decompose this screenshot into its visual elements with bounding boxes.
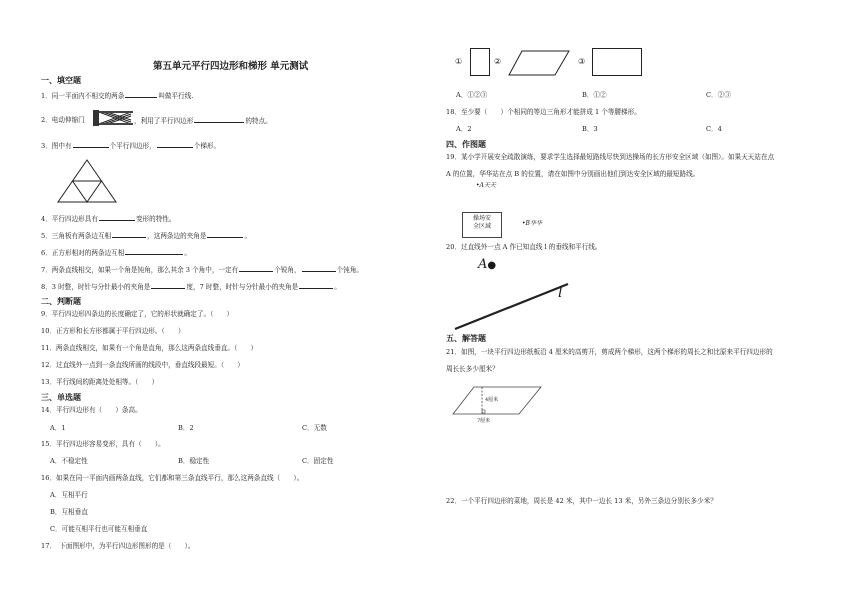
question-18: 18．至少要（ ）个相同的等边三角形才能拼成 1 个等腰梯形。: [446, 108, 641, 116]
answer-blank[interactable]: [157, 141, 193, 148]
figure-marker-1: ①: [455, 57, 463, 66]
option-15-a[interactable]: A．不稳定性: [50, 457, 88, 465]
answer-blank[interactable]: [151, 282, 185, 289]
question-17: 17． 下面图形中，为平行四边形图形的是（ ）。: [41, 542, 195, 550]
option-16-c[interactable]: C．可能互相平行也可能互相垂直: [50, 525, 148, 533]
point-b-label: •B华华: [522, 220, 542, 227]
question-3: 3．图中有 个平行四边形， 个梯形。: [41, 142, 221, 150]
option-17-b[interactable]: B．①②: [582, 91, 607, 99]
safety-zone-label-line-2: 全区域: [472, 223, 491, 230]
option-17-c[interactable]: C．②③: [706, 91, 731, 99]
question-1: 1．同一平面内不相交的两条 叫做平行线.: [41, 92, 194, 100]
line-l-label: l: [558, 285, 563, 301]
question-7: 7．两条直线相交，如果一个角是钝角，那么其余 3 个角中，一定有 个锐角， 个钝角。: [41, 266, 363, 274]
base-label: 7厘米: [477, 418, 491, 424]
option-14-b[interactable]: B．2: [178, 424, 194, 432]
safety-zone-box: [462, 212, 502, 238]
question-16: 16．如果在同一平面内画两条直线，它们都和第三条直线平行，那么这两条直线（ ）。: [41, 474, 304, 482]
parallelogram-figure: [508, 50, 570, 76]
question-13: 13．平行线间的距离处处相等。（ ）: [41, 378, 159, 386]
option-14-a[interactable]: A．1: [50, 424, 66, 432]
question-8: 8．3 时整，时针与分针最小的夹角是 度，7 时整，时针与分针最小的夹角是 。: [41, 283, 341, 291]
point-a-letter: A●: [478, 257, 497, 272]
square-figure: [592, 48, 642, 76]
section-fill-in: 一、填空题: [41, 76, 81, 85]
question-5: 5．三角板有两条边互相 ，这两条边的夹角是 。: [41, 232, 252, 240]
section-drawing: 四、作图题: [446, 140, 486, 149]
question-22: 22．一个平行四边形的菜地，周长是 42 米，其中一边长 13 米，另外三条边分别长多少米？: [446, 497, 717, 505]
point-dot-icon: •: [476, 182, 480, 189]
answer-blank[interactable]: [239, 265, 273, 272]
question-4: 4．平行四边形具有 变形的特性。: [41, 215, 176, 223]
answer-blank[interactable]: [125, 248, 183, 255]
option-17-a[interactable]: A．①②③: [456, 91, 488, 99]
section-solutions: 五、解答题: [446, 334, 486, 343]
option-16-b[interactable]: B．互相垂直: [50, 508, 88, 516]
question-20: 20．过直线外一点 A 作已知直线 l 的垂线和平行线。: [446, 243, 602, 251]
telescopic-gate-image: [93, 108, 133, 126]
option-16-a[interactable]: A．互相平行: [50, 491, 88, 499]
question-12: 12．过直线外一点到一条直线所画的线段中，垂直线段最短。（ ）: [41, 361, 244, 369]
question-2-tail: ，利用了平行四边形 的特点。: [134, 117, 272, 125]
answer-blank[interactable]: [302, 265, 336, 272]
answer-blank[interactable]: [299, 282, 333, 289]
point-dot-icon: ●: [487, 260, 497, 271]
option-14-c[interactable]: C．无数: [302, 424, 327, 432]
question-21-line-1: 21．如图，一块平行四边形纸板沿 4 厘米的高剪开，剪成两个梯形，这两个梯形的周长之和比原来平行四边形的: [446, 348, 773, 356]
question-11: 11．两条直线相交，如果有一个角是直角，那么这两条直线垂直。（ ）: [41, 344, 258, 352]
answer-blank[interactable]: [112, 231, 146, 238]
question-2: 2．电动伸缩门: [41, 116, 85, 124]
section-judge: 二、判断题: [41, 297, 81, 306]
question-6: 6．正方形相对的两条边互相 。: [41, 249, 191, 257]
answer-blank[interactable]: [194, 116, 244, 123]
question-9: 9．平行四边形四条边的长度确定了，它的形状就确定了。（ ）: [41, 310, 234, 318]
page-title: 第五单元平行四边形和梯形 单元测试: [153, 61, 309, 72]
point-a-label: •A天天: [476, 182, 496, 189]
question-19-line-1: 19．某小学开展安全疏散演练，要求学生选择最短路线尽快到达操场的长方形安全区域（如图）。如果天天站在点: [446, 153, 775, 161]
question-15: 15．平行四边形容易变形，具有（ ）。: [41, 440, 165, 448]
figure-marker-2: ②: [494, 57, 502, 66]
option-15-c[interactable]: C．固定性: [302, 457, 334, 465]
question-19-line-2: A 的位置，华华站在点 B 的位置，请在如图中分别画出他们到达安全区域的最短路线。: [446, 170, 700, 178]
question-14: 14．平行四边形有（ ）条高。: [41, 406, 142, 414]
safety-zone-label-line-1: 操场安: [472, 215, 491, 222]
option-18-b[interactable]: B．3: [582, 125, 598, 133]
point-dot-icon: •: [522, 220, 526, 227]
question-10: 10．正方形和长方形都属于平行四边形。（ ）: [41, 327, 185, 335]
option-15-b[interactable]: B．稳定性: [178, 457, 210, 465]
section-single-choice: 三、单选题: [41, 393, 81, 402]
line-l-figure: [452, 282, 572, 332]
height-label: 4厘米: [485, 397, 499, 403]
answer-blank[interactable]: [207, 231, 243, 238]
rectangle-figure: [470, 48, 490, 76]
answer-blank[interactable]: [73, 141, 109, 148]
option-18-c[interactable]: C．4: [706, 125, 722, 133]
question-21-line-2: 周长长多少厘米？: [446, 365, 499, 373]
answer-blank[interactable]: [99, 214, 135, 221]
figure-marker-3: ③: [578, 57, 586, 66]
triangle-grid-figure: [57, 159, 117, 203]
option-18-a[interactable]: A．2: [456, 125, 472, 133]
answer-blank[interactable]: [125, 91, 157, 98]
